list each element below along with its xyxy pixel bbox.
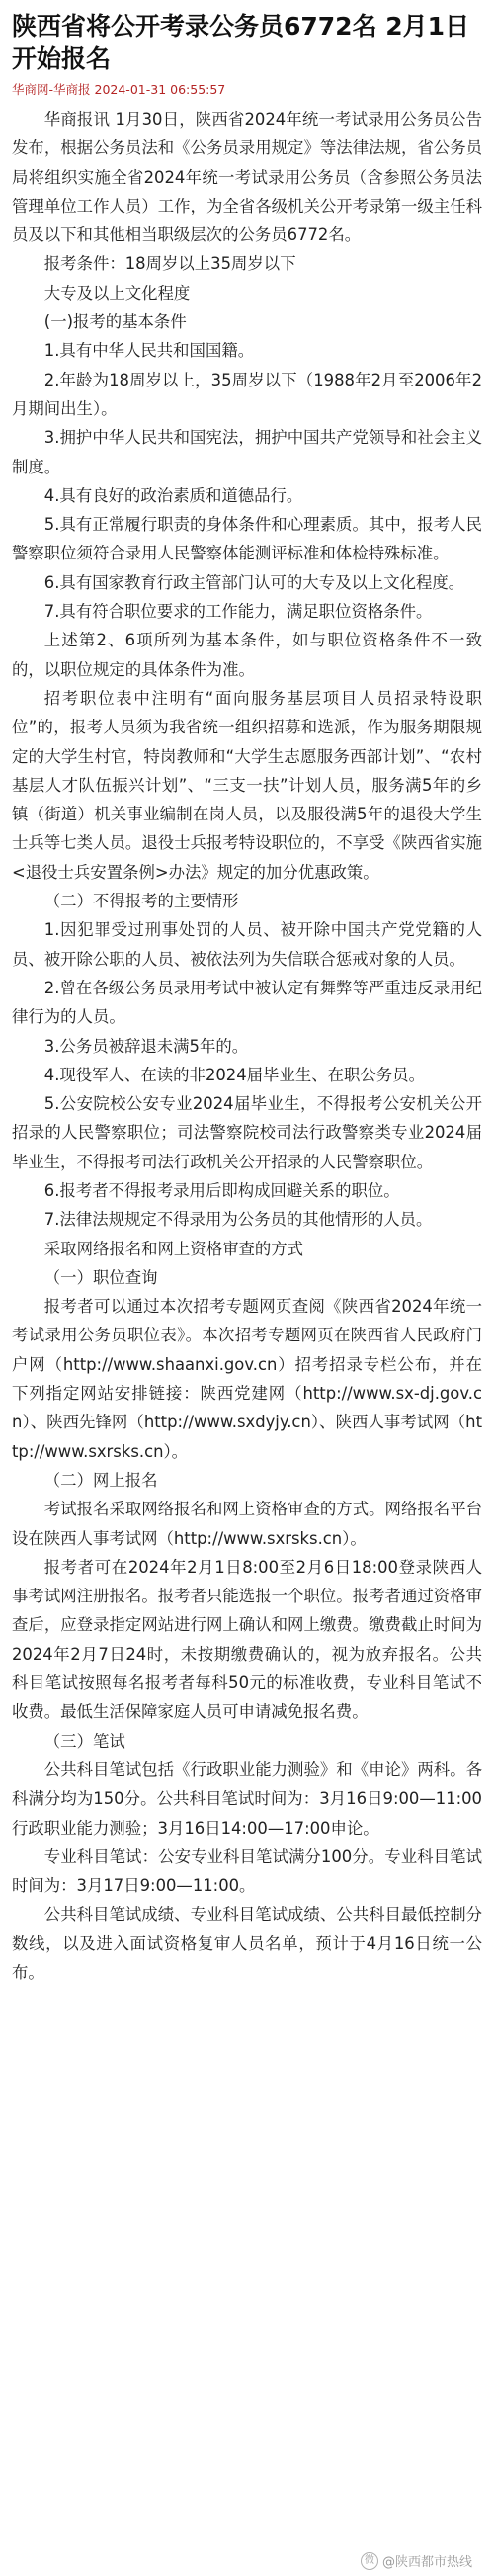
- article-paragraph: 采取网络报名和网上资格审查的方式: [43, 1239, 304, 1258]
- article-paragraph: 1.因犯罪受过刑事处罚的人员、被开除中国共产党党籍的人员、被开除公职的人员、被依法列为失信联合惩戒对象的人员。: [12, 920, 482, 969]
- article-paragraph: 2.年龄为18周岁以上，35周岁以下（1988年2月至2006年2月期间出生）。: [12, 370, 482, 418]
- article-paragraph: 报考者可以通过本次招考专题网页查阅《陕西省2024年统一考试录用公务员职位表》。本次招考专题网页在陕西省人民政府门户网（http://www.shaanxi.gov.cn）招考招录专栏公布，并在下列指定网站安排链接：陕西党建网（http://www.sx-dj.gov.cn）、陕西先锋网（http://www.sxdyjy.cn）、陕西人事考试网（http://www.sxrsks.cn）。: [12, 1297, 482, 1461]
- weibo-logo-icon: 微: [361, 2552, 378, 2570]
- article-paragraph: 报考者可在2024年2月1日8:00至2月6日18:00登录陕西人事考试网注册报名。报考者只能选报一个职位。报考者通过资格审查后，应登录指定网站进行网上确认和网上缴费。缴费截止时间为2024年2月7日24时，未按期缴费确认的，视为放弃报名。公共科目笔试按照每名报考者每科50元的标准收费，专业科目笔试不收费。最低生活保障家庭人员可申请减免报名费。: [12, 1557, 482, 1722]
- article-paragraph: 招考职位表中注明有“面向服务基层项目人员招录特设职位”的，报考人员须为我省统一组织招募和选派，作为服务期限规定的大学生村官，特岗教师和“大学生志愿服务西部计划”、“农村基层人才队伍振兴计划”、“三支一扶”计划人员，服务满5年的乡镇（街道）机关事业编制在岗人员，以及服役满5年的退役大学生士兵等七类人员。退役士兵报考特设职位的，不享受《陕西省实施<退役士兵安置条例>办法》规定的加分优惠政策。: [12, 688, 482, 882]
- article-paragraph: （三）笔试: [43, 1731, 125, 1751]
- article-paragraph: 公共科目笔试包括《行政职业能力测验》和《申论》两科。各科满分均为150分。公共科目笔试时间为：3月16日9:00—11:00行政职业能力测验；3月16日14:00—17:00申论。: [12, 1760, 482, 1838]
- article-paragraph: 5.具有正常履行职责的身体条件和心理素质。其中，报考人民警察职位须符合录用人民警察体能测评标准和体检特殊标准。: [12, 515, 482, 563]
- article-paragraph: 7.具有符合职位要求的工作能力，满足职位资格条件。: [43, 602, 433, 622]
- article-paragraph: 3.拥护中华人民共和国宪法，拥护中国共产党领导和社会主义制度。: [12, 428, 482, 476]
- article-paragraph: (一)报考的基本条件: [43, 312, 187, 332]
- watermark: [361, 2551, 472, 2570]
- article-paragraph: 6.具有国家教育行政主管部门认可的大专及以上文化程度。: [43, 572, 465, 592]
- article-paragraph: 1.具有中华人民共和国国籍。: [43, 341, 255, 361]
- watermark-text: @陕西都市热线: [381, 2555, 472, 2570]
- article-datetime: 2024-01-31 06:55:57: [94, 82, 226, 97]
- article-paragraph: 大专及以上文化程度: [43, 283, 191, 302]
- article-paragraph: 4.现役军人、在读的非2024届毕业生、在职公务员。: [43, 1065, 425, 1084]
- article-source[interactable]: 华商网-华商报: [12, 82, 91, 97]
- article-paragraph: 5.公安院校公安专业2024届毕业生，不得报考公安机关公开招录的人民警察职位；司法警察院校司法行政警察类专业2024届毕业生，不得报考司法行政机关公开招录的人民警察职位。: [12, 1094, 482, 1171]
- article-paragraph: 报考条件：18周岁以上35周岁以下: [43, 254, 296, 274]
- article-paragraph: 华商报讯 1月30日，陕西省2024年统一考试录用公务员公告发布，根据公务员法和《公务员录用规定》等法律法规，省公务员局将组织实施全省2024年统一考试录用公务员（含参照公务员法管理单位工作人员）工作，为全省各级机关公开考录第一级主任科员及以下和其他相当职级层次的公务员6772名。: [12, 110, 482, 245]
- article-paragraph: 2.曾在各级公务员录用考试中被认定有舞弊等严重违反录用纪律行为的人员。: [12, 978, 482, 1027]
- article-title: 陕西省将公开考录公务员6772名 2月1日开始报名: [12, 12, 470, 73]
- article-paragraph: 专业科目笔试：公安专业科目笔试满分100分。专业科目笔试时间为：3月17日9:00—11:00。: [12, 1846, 482, 1896]
- article-body: [12, 105, 482, 1987]
- article-paragraph: （二）不得报考的主要情形: [43, 892, 239, 911]
- article-paragraph: 3.公务员被辞退未满5年的。: [43, 1036, 249, 1056]
- article-paragraph: 4.具有良好的政治素质和道德品行。: [43, 485, 303, 505]
- article-paragraph: 7.法律法规规定不得录用为公务员的其他情形的人员。: [43, 1210, 433, 1230]
- article-paragraph: （二）网上报名: [43, 1470, 158, 1490]
- article-paragraph: 公共科目笔试成绩、专业科目笔试成绩、公共科目最低控制分数线，以及进入面试资格复审人员名单，预计于4月16日统一公布。: [12, 1905, 482, 1982]
- article-paragraph: （一）职位查询: [43, 1267, 158, 1287]
- article-paragraph: 6.报考者不得报考录用后即构成回避关系的职位。: [43, 1180, 400, 1200]
- article-paragraph: 上述第2、6项所列为基本条件，如与职位资格条件不一致的，以职位规定的具体条件为准。: [12, 631, 482, 679]
- article-paragraph: 考试报名采取网络报名和网上资格审查的方式。网络报名平台设在陕西人事考试网（http://www.sxrsks.cn）。: [12, 1500, 482, 1548]
- article-meta: [12, 81, 482, 99]
